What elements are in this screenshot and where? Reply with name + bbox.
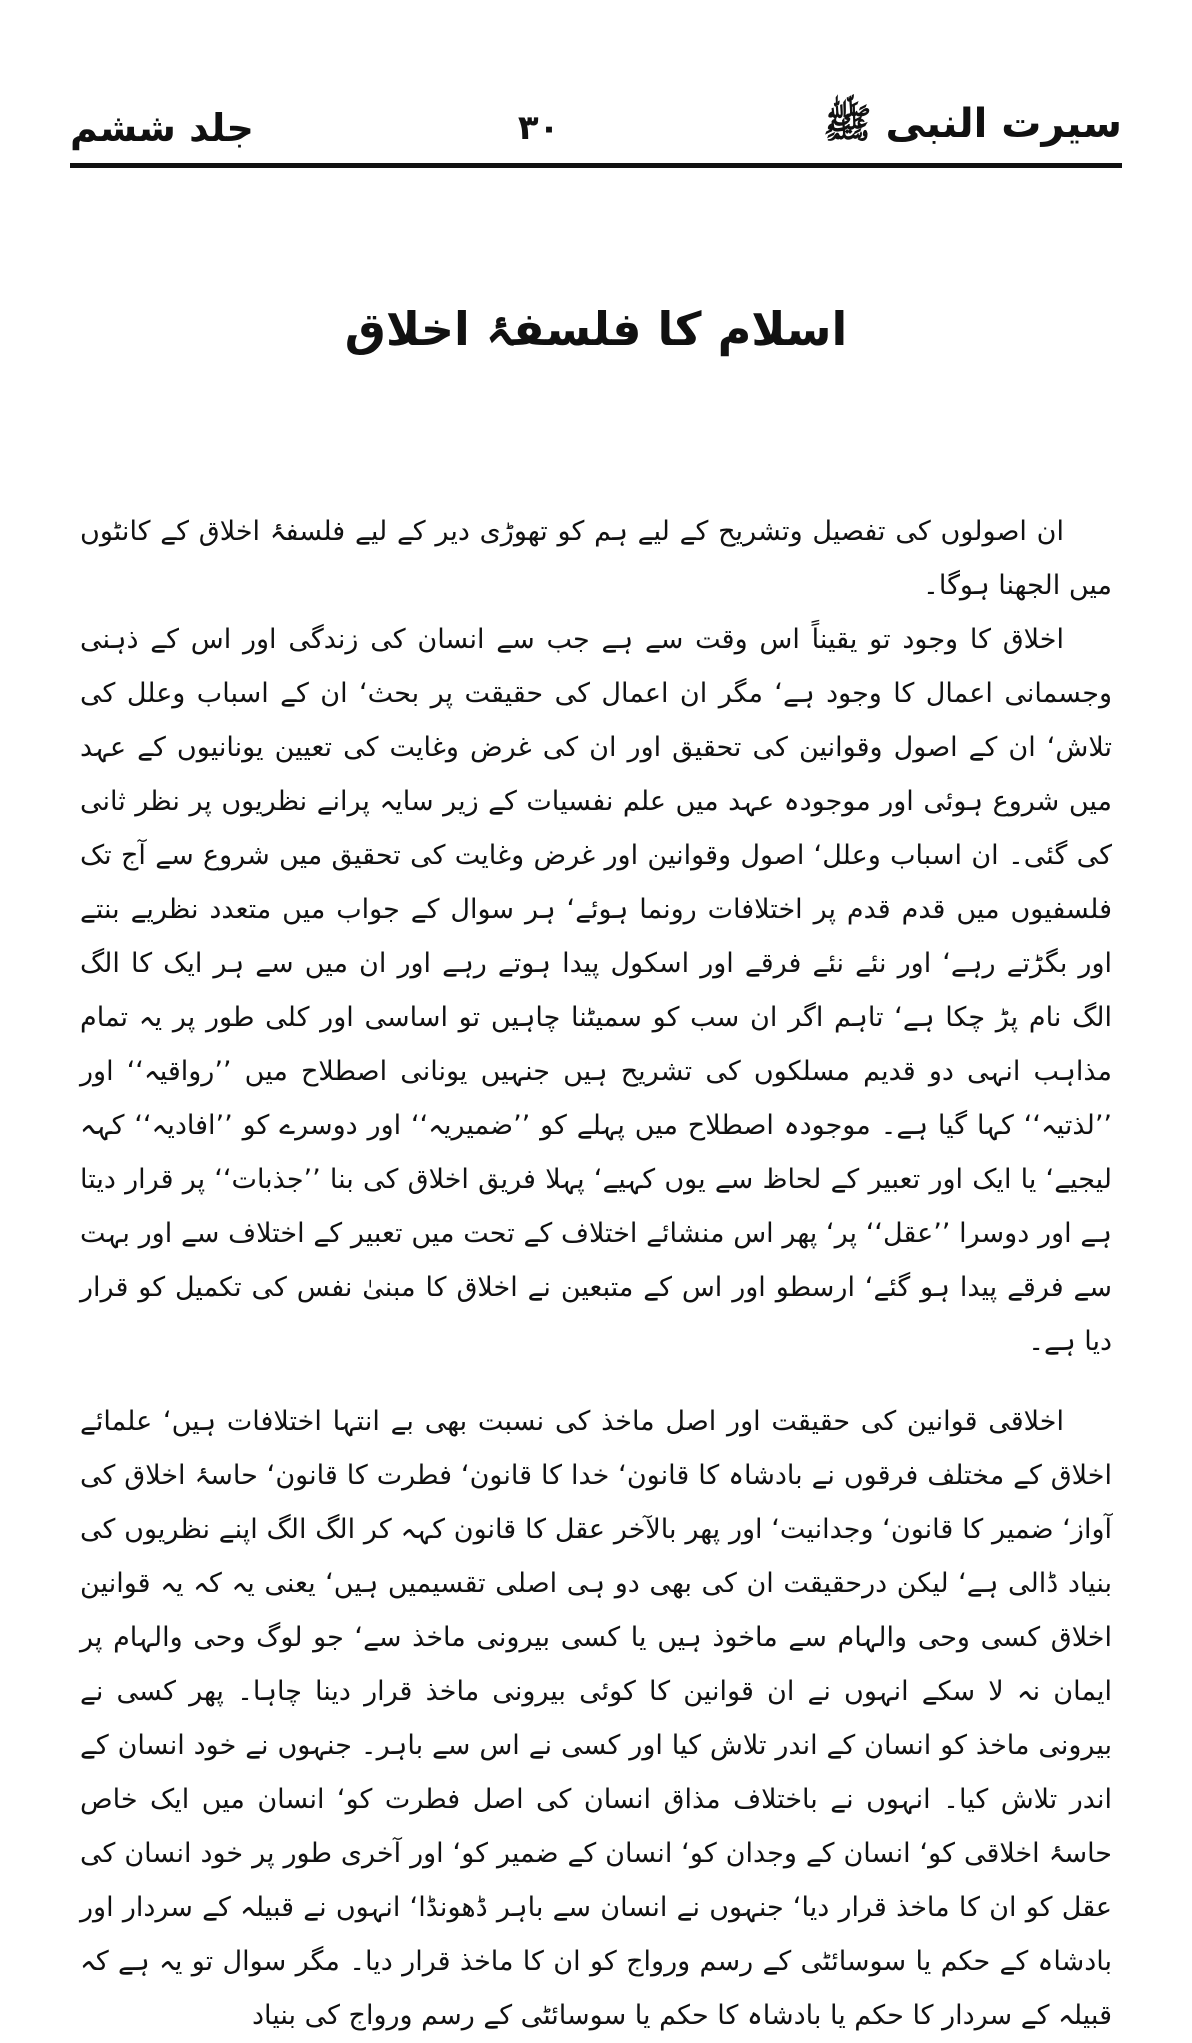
chapter-title: اسلام کا فلسفۂ اخلاق <box>344 302 848 356</box>
paragraph-intro: ان اصولوں کی تفصیل وتشریح کے لیے ہم کو تھوڑی دیر کے لیے فلسفۂ اخلاق کے کانٹوں میں الجھنا ہوگا۔ <box>80 516 1112 601</box>
volume-label: جلد ششم <box>70 106 254 150</box>
book-title: سیرت النبی ﷺ <box>823 101 1122 147</box>
body-text <box>80 505 1112 2043</box>
running-header <box>70 98 1122 158</box>
paragraph-sources: اخلاقی قوانین کی حقیقت اور اصل ماخذ کی نسبت بھی بے انتہا اختلافات ہیں‘ علمائے اخلاق کے مختلف فرقوں نے بادشاہ کا قانون‘ خدا کا قانون‘ فطرت کا قانون‘ حاسۂ اخلاق کی آواز‘ ضمیر کا قانون‘ وجدانیت‘ اور پھر بالآخر عقل کا قانون کہہ کر الگ الگ اپنے نظریوں کی بنیاد ڈالی ہے‘ لیکن درحقیقت ان کی بھی دو ہی اصلی تقسیمیں ہیں‘ یعنی یہ کہ یہ قوانین اخلاق کسی وحی والہام سے ماخوذ ہیں یا کسی بیرونی ماخذ سے‘ جو لوگ وحی والہام پر ایمان نہ لا سکے انہوں نے ان قوانین کا کوئی بیرونی ماخذ قرار دینا چاہا۔ پھر کسی نے بیرونی ماخذ کو انسان کے اندر تلاش کیا اور کسی نے اس سے باہر۔ جنہوں نے خود انسان کے اندر تلاش کیا۔ انہوں نے باختلاف مذاق انسان کی اصل فطرت کو‘ انسان میں ایک خاص حاسۂ اخلاقی کو‘ انسان کے وجدان کو‘ انسان کے ضمیر کو‘ اور آخری طور پر خود انسان کی عقل کو ان کا ماخذ قرار دیا‘ جنہوں نے انسان سے باہر ڈھونڈا‘ انہوں نے قبیلہ کے سردار اور بادشاہ کے حکم یا سوسائٹی کے رسم ورواج کو ان کا ماخذ قرار دیا۔ مگر سوال تو یہ ہے کہ قبیلہ کے سردار کا حکم یا بادشاہ کا حکم یا سوسائٹی کے رسم ورواج کی بنیاد <box>80 1406 1112 2031</box>
header-rule <box>70 163 1122 168</box>
page-number: ۳۰ <box>517 108 560 148</box>
paragraph-history: اخلاق کا وجود تو یقیناً اس وقت سے ہے جب سے انسان کی زندگی اور اس کے ذہنی وجسمانی اعمال کا وجود ہے‘ مگر ان اعمال کی حقیقت پر بحث‘ ان کے اسباب وعلل کی تلاش‘ ان کے اصول وقوانین کی تحقیق اور ان کی غرض وغایت کی تعیین یونانیوں کے عہد میں شروع ہوئی اور موجودہ عہد میں علم نفسیات کے زیر سایہ پرانے نظریوں پر نظر ثانی کی گئی۔ ان اسباب وعلل‘ اصول وقوانین اور غرض وغایت کی تحقیق میں شروع سے آج تک فلسفیوں میں قدم قدم پر اختلافات رونما ہوئے‘ ہر سوال کے جواب میں متعدد نظریے بنتے اور بگڑتے رہے‘ اور نئے نئے فرقے اور اسکول پیدا ہوتے رہے اور ان میں سے ہر ایک کا الگ الگ نام پڑ چکا ہے‘ تاہم اگر ان سب کو سمیٹنا چاہیں تو اساسی اور کلی طور پر یہ تمام مذاہب انہی دو قدیم مسلکوں کی تشریح ہیں جنہیں یونانی اصطلاح میں ’’رواقیہ‘‘ اور ’’لذتیہ‘‘ کہا گیا ہے۔ موجودہ اصطلاح میں پہلے کو ’’ضمیریہ‘‘ اور دوسرے کو ’’افادیہ‘‘ کہہ لیجیے‘ یا ایک اور تعبیر کے لحاظ سے یوں کہیے‘ پہلا فریق اخلاق کی بنا ’’جذبات‘‘ پر قرار دیتا ہے اور دوسرا ’’عقل‘‘ پر‘ پھر اس منشائے اختلاف کے تحت میں تعبیر کے اختلاف سے اور بہت سے فرقے پیدا ہو گئے‘ ارسطو اور اس کے متبعین نے اخلاق کا مبنیٰ نفس کی تکمیل کو قرار دیا ہے۔ <box>80 624 1112 1357</box>
